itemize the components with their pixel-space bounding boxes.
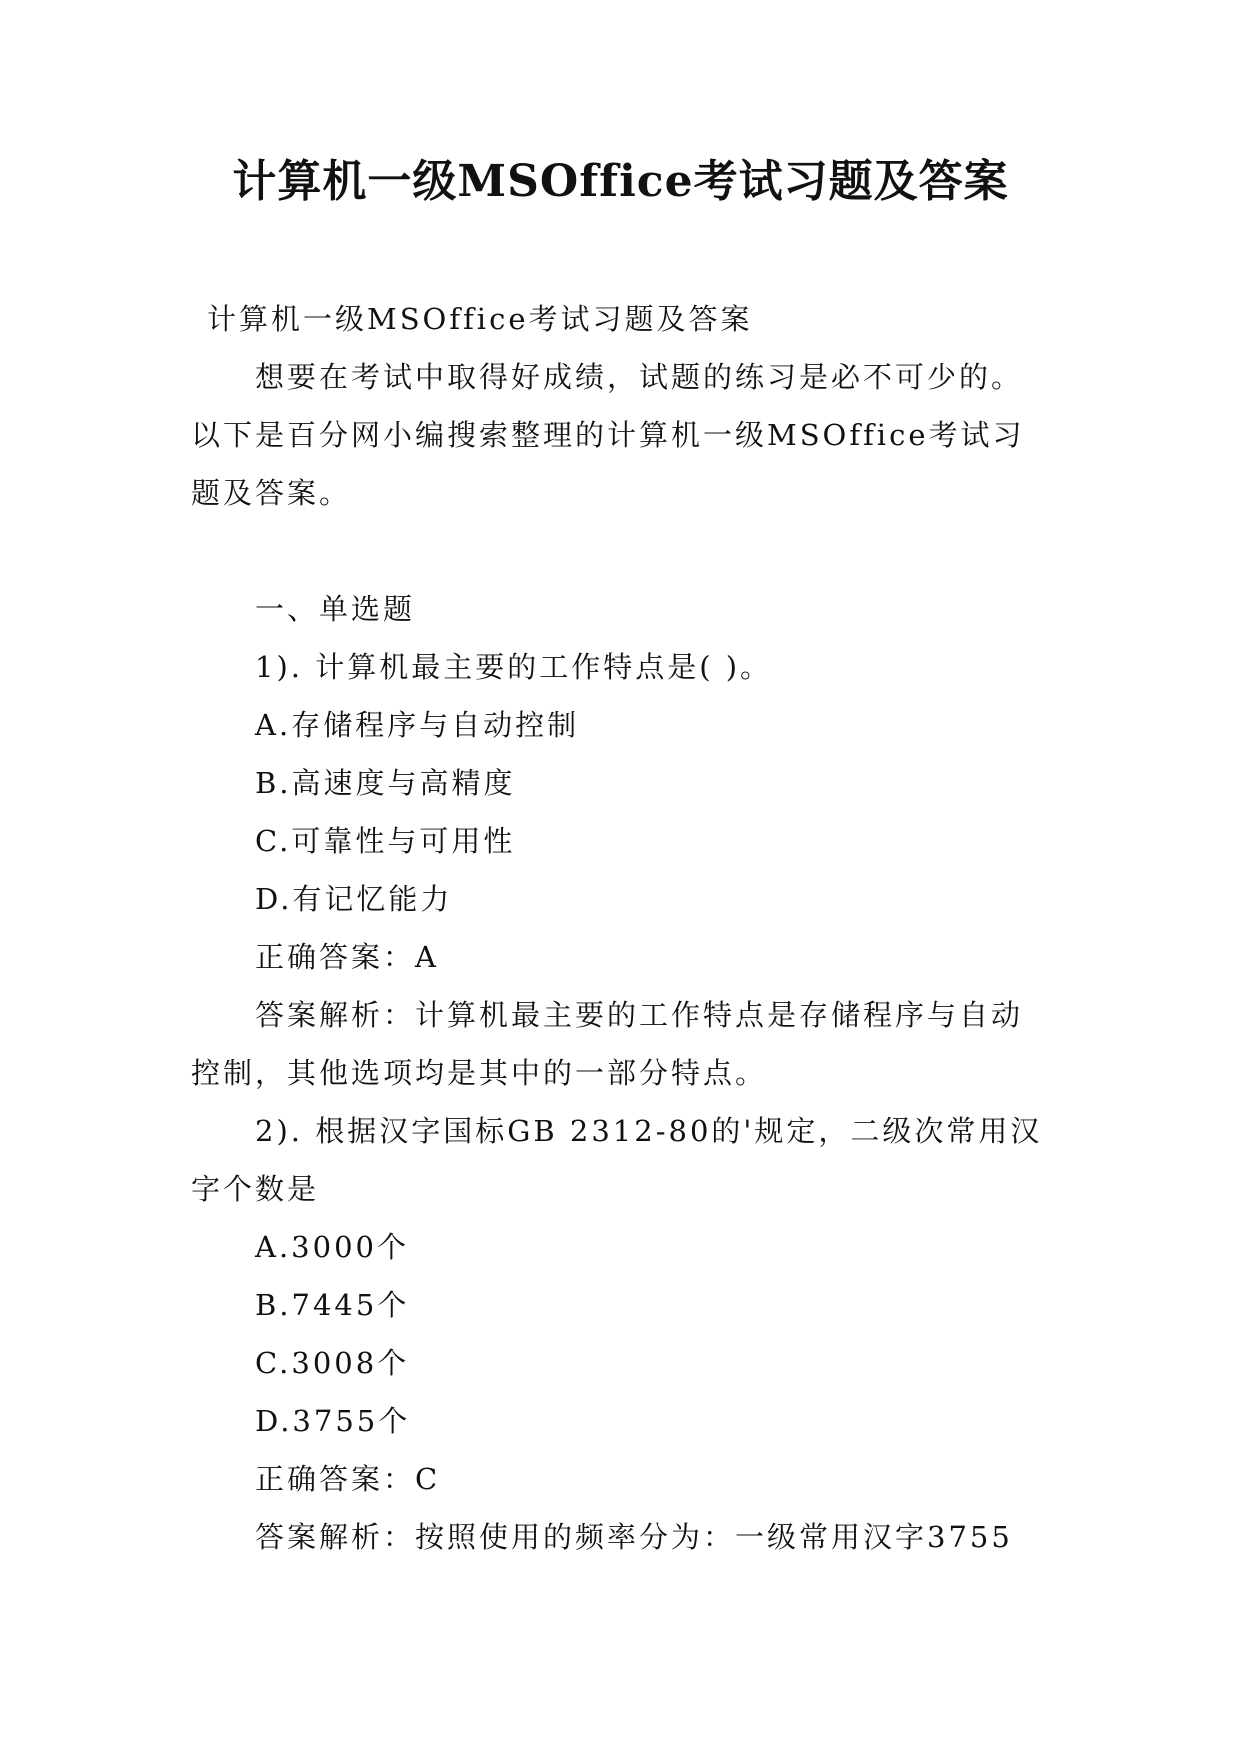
option-a: A.3000个 <box>255 1230 409 1264</box>
answer-explanation: 答案解析：计算机最主要的工作特点是存储程序与自动 <box>255 998 1024 1032</box>
correct-answer: 正确答案：C <box>255 1462 441 1496</box>
option-b: B.高速度与高精度 <box>255 766 516 800</box>
document-body <box>191 290 1071 1566</box>
question-text: 字个数是 <box>191 1172 320 1206</box>
option-a: A.存储程序与自动控制 <box>255 708 580 742</box>
intro-line: 想要在考试中取得好成绩，试题的练习是必不可少的。 <box>255 360 1024 394</box>
option-d: D.有记忆能力 <box>255 882 453 916</box>
document-subtitle: 计算机一级MSOffice考试习题及答案 <box>207 302 753 336</box>
option-c: C.3008个 <box>255 1346 410 1380</box>
question-text: 1). 计算机最主要的工作特点是( )。 <box>255 650 773 684</box>
section-heading: 一、单选题 <box>255 592 416 626</box>
answer-explanation: 控制，其他选项均是其中的一部分特点。 <box>191 1056 768 1090</box>
intro-line: 题及答案。 <box>191 476 352 510</box>
answer-explanation: 答案解析：按照使用的频率分为：一级常用汉字3755 <box>255 1520 1013 1554</box>
question-text: 2). 根据汉字国标GB 2312-80的'规定，二级次常用汉 <box>255 1114 1043 1148</box>
correct-answer: 正确答案：A <box>255 940 439 974</box>
option-d: D.3755个 <box>255 1404 411 1438</box>
option-b: B.7445个 <box>255 1288 410 1322</box>
paragraph-spacer <box>191 522 1071 580</box>
intro-line: 以下是百分网小编搜索整理的计算机一级MSOffice考试习 <box>191 418 1025 452</box>
option-c: C.可靠性与可用性 <box>255 824 516 858</box>
document-title: 计算机一级MSOffice考试习题及答案 <box>232 156 1009 207</box>
